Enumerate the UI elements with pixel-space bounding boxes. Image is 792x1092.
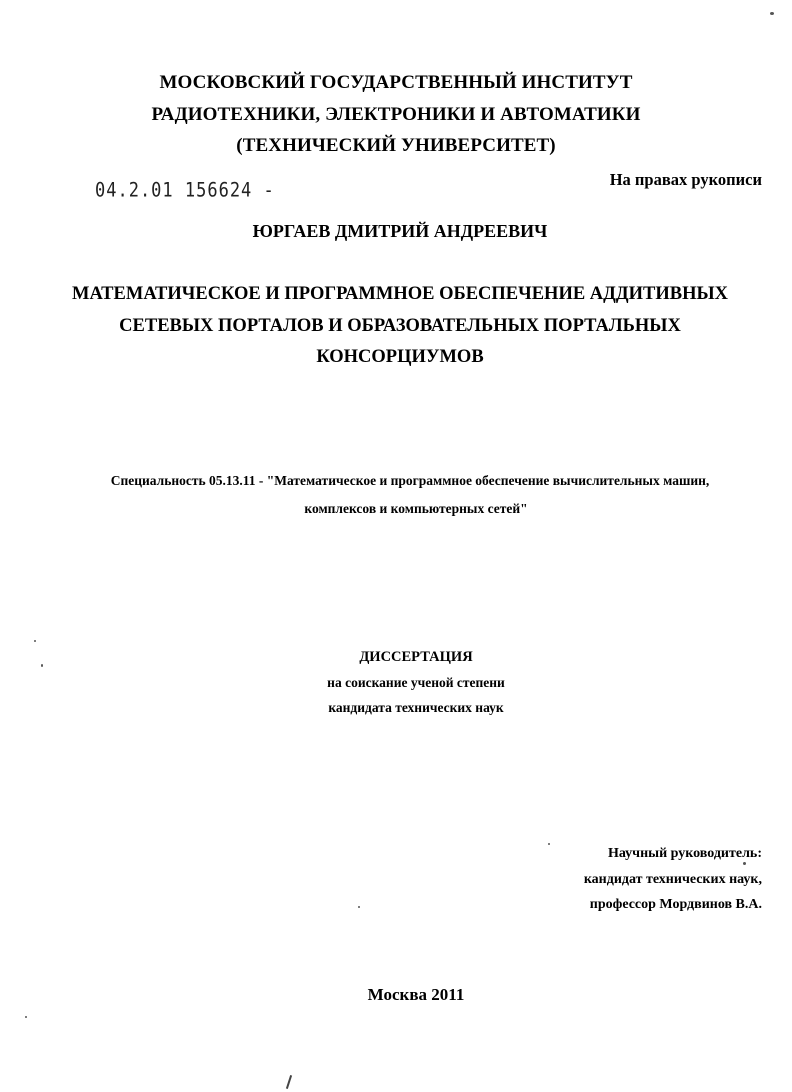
- scan-speck: [358, 906, 360, 908]
- rights-note: На правах рукописи: [609, 170, 762, 189]
- scan-speck: [743, 862, 746, 865]
- dissertation-title-line-3: КОНСОРЦИУМОВ: [316, 347, 484, 367]
- institute-name-line-2: РАДИОТЕХНИКИ, ЭЛЕКТРОНИКИ И АВТОМАТИКИ: [151, 104, 641, 125]
- city-year: Москва 2011: [367, 985, 465, 1004]
- scan-speck: [770, 12, 774, 15]
- author-name: ЮРГАЕВ ДМИТРИЙ АНДРЕЕВИЧ: [252, 221, 548, 241]
- scan-speck: [41, 664, 43, 667]
- institute-name-line-3: (ТЕХНИЧЕСКИЙ УНИВЕРСИТЕТ): [236, 135, 556, 156]
- scan-speck: [548, 843, 550, 845]
- specialty-line-1: Специальность 05.13.11 - "Математическое и программное обеспечение вычислительных машин,: [110, 473, 710, 488]
- supervisor-degree: кандидат технических наук,: [583, 872, 762, 887]
- degree-sought-line-2: кандидата технических наук: [328, 700, 504, 715]
- supervisor-label: Научный руководитель:: [608, 846, 762, 861]
- specialty-line-2: комплексов и компьютерных сетей": [304, 501, 528, 516]
- scan-speck: [25, 1016, 27, 1018]
- degree-sought-line-1: на соискание ученой степени: [327, 675, 505, 690]
- dissertation-title-line-1: МАТЕМАТИЧЕСКОЕ И ПРОГРАММНОЕ ОБЕСПЕЧЕНИЕ АДДИТИВНЫХ: [71, 284, 728, 304]
- supervisor-name: профессор Мордвинов В.А.: [589, 897, 762, 912]
- dissertation-title-line-2: СЕТЕВЫХ ПОРТАЛОВ И ОБРАЗОВАТЕЛЬНЫХ ПОРТАЛЬНЫХ: [119, 316, 681, 336]
- dissertation-heading: ДИССЕРТАЦИЯ: [359, 649, 473, 665]
- library-stamp-number: 04.2.01 156624 -: [95, 179, 275, 202]
- scan-mark: [286, 1075, 292, 1089]
- scan-speck: [34, 640, 36, 642]
- institute-name-line-1: МОСКОВСКИЙ ГОСУДАРСТВЕННЫЙ ИНСТИТУТ: [159, 72, 633, 93]
